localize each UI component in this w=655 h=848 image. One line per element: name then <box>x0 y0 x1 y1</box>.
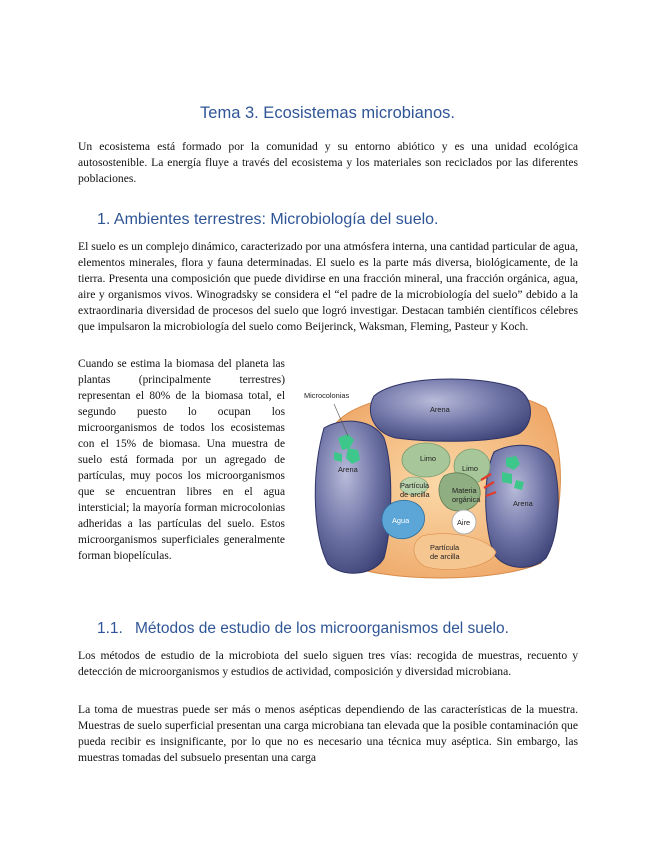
document-title: Tema 3. Ecosistemas microbianos. <box>200 104 455 122</box>
section-1-1-title: Métodos de estudio de los microorganismos del suelo. <box>135 620 509 637</box>
sand-grain-left <box>315 421 390 573</box>
label-limo-center: Limo <box>420 454 437 463</box>
label-aire: Aire <box>457 518 471 527</box>
soil-aggregate-figure <box>296 368 579 588</box>
section-1-paragraph-2: Cuando se estima la biomasa del planeta las plantas (principalmente terrestres) representan el 80% de la biomasa total, el segundo puesto lo ocupan los microorganismos de todos los ecosistemas con el 15% de biomasa. Una muestra de suelo está formada por un agregado de partículas, muy pocos los microorganismos que se encuentran libres en el agua intersticial; la mayoría forman microcolonias adheridas a las partículas del suelo. Estos microorganismos superficiales generalmente forman biopelículas. <box>78 358 285 562</box>
label-arena-left: Arena <box>338 465 358 474</box>
section-1-heading: 1. Ambientes terrestres: Microbiología del suelo. <box>97 211 439 228</box>
label-particula-arcilla-2-line2: de arcilla <box>430 552 460 561</box>
label-arena-top: Arena <box>430 405 450 414</box>
sand-grain-top <box>370 379 530 441</box>
soil-aggregate-illustration <box>296 368 579 588</box>
label-particula-arcilla-1-line2: de arcilla <box>400 490 430 499</box>
section-1-1-paragraph-1: Los métodos de estudio de la microbiota del suelo siguen tres vías: recogida de muestras, recuento y detección de microorganismos y estudios de actividad, composición y diversidad microbiana. <box>78 649 578 678</box>
label-particula-arcilla-2-line1: Partícula <box>430 543 460 552</box>
section-1-1-paragraph-2: La toma de muestras puede ser más o menos asépticas dependiendo de las características de la muestra. Muestras de suelo superficial presentan una carga microbiana tan elevada que la posible contaminación que pueda recibir es insignificante, por lo que no es necesario una técnica muy aséptica. Sin embargo, las muestras tomadas del subsuelo presentan una carga <box>78 703 578 764</box>
section-1-1-number: 1.1. <box>97 620 123 637</box>
label-limo-right: Limo <box>462 464 479 473</box>
label-materia-organica-line1: Materia <box>452 486 477 495</box>
section-1-1-heading <box>97 620 509 638</box>
label-particula-arcilla-1-line1: Partícula <box>400 481 430 490</box>
label-materia-organica-line2: orgánica <box>452 495 481 504</box>
section-1-paragraph-1: El suelo es un complejo dinámico, caracterizado por una atmósfera interna, una cantidad particular de agua, elementos minerales, flora y fauna determinadas. El suelo es la parte más diversa, biológicamente, de la tierra. Presenta una composición que puede dividirse en una fracción mineral, una fracción orgánica, agua, aire y organismos vivos. Winogradsky se considera el “el padre de la microbiología del suelo” debido a la extraordinaria diversidad de procesos del suelo que logró investigar. Destacan también científicos célebres que impulsaron la microbiología del suelo como Beijerinck, Waksman, Fleming, Pasteur y Koch. <box>78 240 578 333</box>
intro-paragraph: Un ecosistema está formado por la comunidad y su entorno abiótico y es una unidad ecológica autosostenible. La energía fluye a través del ecosistema y los materiales son reciclados por las diferentes poblaciones. <box>78 140 578 185</box>
label-microcolonias: Microcolonias <box>304 391 350 400</box>
label-agua: Agua <box>392 516 410 525</box>
label-arena-right: Arena <box>513 499 533 508</box>
